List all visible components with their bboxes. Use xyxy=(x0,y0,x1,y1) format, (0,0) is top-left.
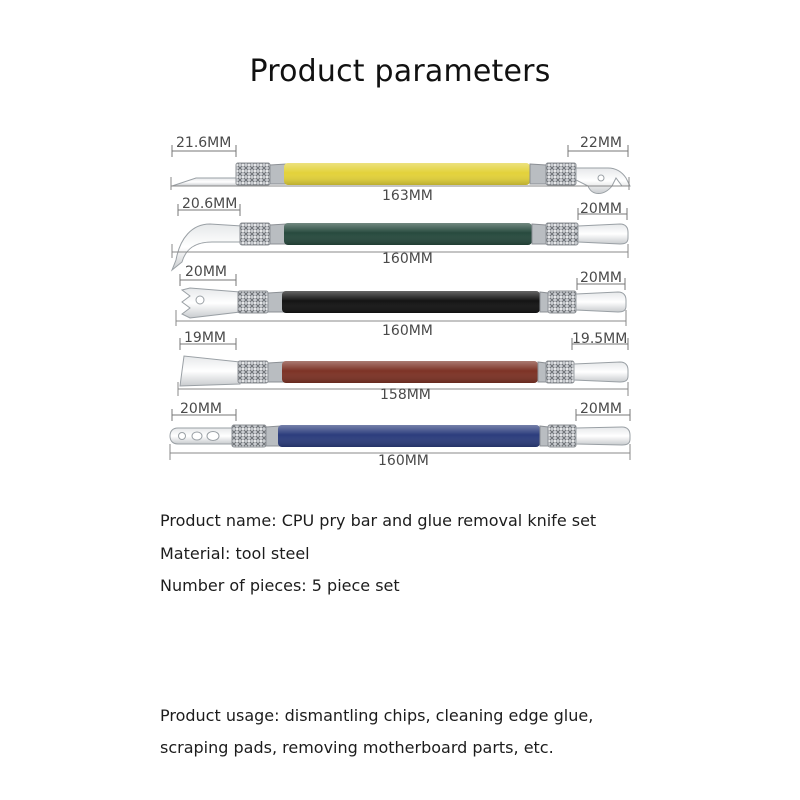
length-label: 160MM xyxy=(378,453,429,469)
black-tool xyxy=(176,264,626,339)
notched-pry-tip xyxy=(182,288,240,318)
flat-blade-tip xyxy=(578,224,628,244)
length-label: 163MM xyxy=(382,188,433,204)
pieces-text: Number of pieces: 5 piece set xyxy=(160,576,400,595)
right-dimension-label: 20MM xyxy=(580,201,622,217)
left-ferrule xyxy=(238,291,268,313)
left-dimension-label: 20MM xyxy=(180,401,222,417)
product-name-text: Product name: CPU pry bar and glue removal knife set xyxy=(160,511,597,530)
right-ferrule xyxy=(548,291,576,313)
left-ferrule xyxy=(238,361,268,383)
right-ferrule xyxy=(546,163,576,185)
left-ferrule xyxy=(236,163,270,185)
left-dimension-label: 20.6MM xyxy=(182,196,238,212)
right-ferrule xyxy=(546,223,578,245)
left-ferrule xyxy=(232,425,266,447)
usage-text-line1: Product usage: dismantling chips, cleaning edge glue, xyxy=(160,706,594,725)
angled-blade-tip xyxy=(172,178,238,186)
length-label: 160MM xyxy=(382,251,433,267)
material-text: Material: tool steel xyxy=(160,544,310,563)
right-dimension-label: 19.5MM xyxy=(572,331,628,347)
page-title: Product parameters xyxy=(249,54,551,89)
right-ferrule xyxy=(548,425,576,447)
right-ferrule xyxy=(546,361,574,383)
left-dimension-label: 19MM xyxy=(184,330,226,346)
flat-blade-tip xyxy=(574,362,628,382)
right-dimension-label: 20MM xyxy=(580,401,622,417)
left-ferrule xyxy=(240,223,270,245)
flat-blade-tip xyxy=(576,292,626,312)
red-tool xyxy=(178,330,628,403)
wide-scraper-tip xyxy=(180,356,240,386)
right-dimension-label: 22MM xyxy=(580,135,622,151)
length-label: 158MM xyxy=(380,387,431,403)
length-label: 160MM xyxy=(382,323,433,339)
green-tool xyxy=(172,196,628,270)
left-dimension-label: 20MM xyxy=(185,264,227,280)
right-dimension-label: 20MM xyxy=(580,270,622,286)
flat-blade-tip xyxy=(576,427,630,445)
usage-text-line2: scraping pads, removing motherboard parts, etc. xyxy=(160,738,554,757)
left-dimension-label: 21.6MM xyxy=(176,135,232,151)
blue-tool xyxy=(170,401,630,469)
yellow-tool xyxy=(171,135,630,204)
